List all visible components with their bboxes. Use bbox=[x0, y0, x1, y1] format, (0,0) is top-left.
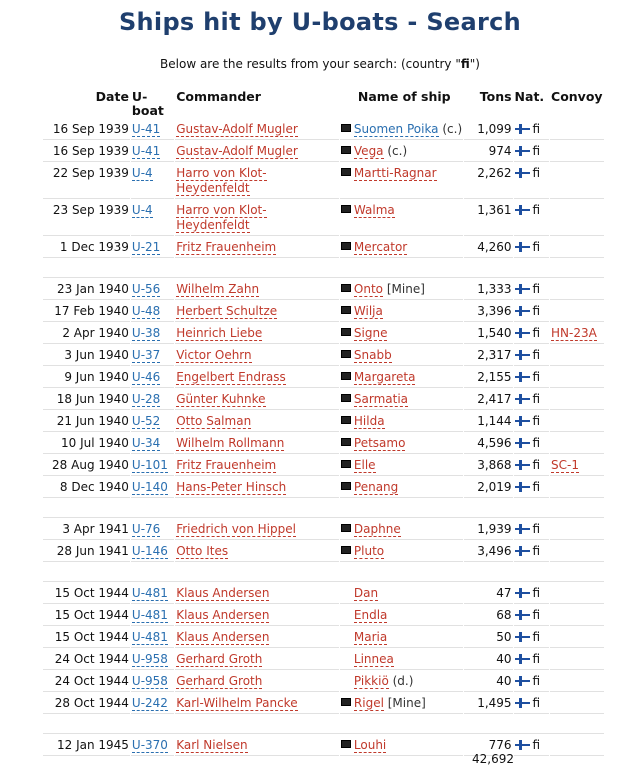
cell-date: 15 Oct 1944 bbox=[43, 605, 130, 626]
ship-link[interactable]: Vega bbox=[353, 144, 384, 158]
nationality-code: fi bbox=[532, 326, 541, 340]
nationality-code: fi bbox=[532, 586, 541, 600]
ship-status-icon bbox=[341, 460, 351, 468]
commander-link[interactable]: Harro von Klot-Heydenfeldt bbox=[176, 166, 267, 195]
commander-link[interactable]: Klaus Andersen bbox=[176, 630, 270, 644]
finland-flag-icon bbox=[515, 676, 530, 686]
ship-status-icon bbox=[341, 438, 351, 446]
cell-tons: 47 bbox=[464, 583, 512, 604]
group-separator bbox=[43, 499, 604, 518]
search-country-value: fi bbox=[460, 57, 470, 71]
table-row bbox=[43, 163, 604, 199]
ship-status-icon bbox=[341, 284, 351, 292]
commander-link[interactable]: Friedrich von Hippel bbox=[176, 522, 296, 536]
header-commander: Commander bbox=[176, 89, 261, 104]
cell-date: 22 Sep 1939 bbox=[43, 163, 130, 199]
ship-status-icon bbox=[341, 524, 351, 532]
ship-link[interactable]: Onto bbox=[353, 282, 384, 296]
nationality-code: fi bbox=[532, 630, 541, 644]
ship-link[interactable]: Linnea bbox=[353, 652, 394, 666]
nationality-code: fi bbox=[532, 436, 541, 450]
cell-tons: 1,939 bbox=[464, 519, 512, 540]
uboat-link[interactable]: U-146 bbox=[131, 544, 168, 558]
cell-tons: 2,262 bbox=[464, 163, 512, 199]
search-summary: Below are the results from your search: (country "fi") bbox=[160, 57, 480, 71]
uboat-link[interactable]: U-38 bbox=[131, 326, 161, 340]
table-header-row bbox=[43, 85, 604, 118]
finland-flag-icon bbox=[515, 482, 530, 492]
header-date: Date bbox=[95, 89, 129, 104]
finland-flag-icon bbox=[515, 654, 530, 664]
ship-link[interactable]: Rigel bbox=[353, 696, 384, 710]
ship-status-icon bbox=[341, 242, 351, 250]
cell-tons: 1,099 bbox=[464, 119, 512, 140]
uboat-link[interactable]: U-140 bbox=[131, 480, 168, 494]
commander-link[interactable]: Klaus Andersen bbox=[176, 586, 270, 600]
uboat-link[interactable]: U-21 bbox=[131, 240, 161, 254]
commander-link[interactable]: Harro von Klot-Heydenfeldt bbox=[176, 203, 267, 232]
uboat-link[interactable]: U-481 bbox=[131, 608, 168, 622]
finland-flag-icon bbox=[515, 632, 530, 642]
table-row bbox=[43, 519, 604, 540]
cell-date: 15 Oct 1944 bbox=[43, 583, 130, 604]
uboat-link[interactable]: U-958 bbox=[131, 652, 168, 666]
commander-link[interactable]: Gustav-Adolf Mugler bbox=[176, 144, 298, 158]
header-tons: Tons bbox=[479, 89, 512, 104]
cell-tons: 1,361 bbox=[464, 200, 512, 236]
table-row bbox=[43, 301, 604, 322]
cell-date: 17 Feb 1940 bbox=[43, 301, 130, 322]
table-row bbox=[43, 119, 604, 140]
ship-status-icon bbox=[341, 416, 351, 424]
nationality-code: fi bbox=[532, 522, 541, 536]
ship-link[interactable]: Mercator bbox=[353, 240, 408, 254]
cell-date: 15 Oct 1944 bbox=[43, 627, 130, 648]
commander-link[interactable]: Fritz Frauenheim bbox=[176, 240, 277, 254]
cell-date: 28 Oct 1944 bbox=[43, 693, 130, 714]
nationality-code: fi bbox=[532, 304, 541, 318]
finland-flag-icon bbox=[515, 416, 530, 426]
nationality-code: fi bbox=[532, 608, 541, 622]
finland-flag-icon bbox=[515, 124, 530, 134]
ship-link[interactable]: Signe bbox=[353, 326, 388, 340]
cell-tons: 776 bbox=[464, 735, 512, 756]
ship-status-icon bbox=[341, 394, 351, 402]
ship-link[interactable]: Sarmatia bbox=[353, 392, 409, 406]
commander-link[interactable]: Otto Salman bbox=[176, 414, 252, 428]
ship-link[interactable]: Martti-Ragnar bbox=[353, 166, 437, 180]
cell-date: 3 Apr 1941 bbox=[43, 519, 130, 540]
ship-link[interactable]: Pikkiö bbox=[353, 674, 389, 688]
finland-flag-icon bbox=[515, 306, 530, 316]
cell-tons: 2,155 bbox=[464, 367, 512, 388]
uboat-link[interactable]: U-481 bbox=[131, 630, 168, 644]
ship-note: (d.) bbox=[392, 674, 414, 688]
ship-link[interactable]: Walma bbox=[353, 203, 395, 217]
nationality-code: fi bbox=[532, 738, 541, 752]
nationality-code: fi bbox=[532, 652, 541, 666]
cell-date: 28 Jun 1941 bbox=[43, 541, 130, 562]
table-row bbox=[43, 345, 604, 366]
table-row bbox=[43, 477, 604, 498]
group-separator bbox=[43, 259, 604, 278]
uboat-link[interactable]: U-958 bbox=[131, 674, 168, 688]
finland-flag-icon bbox=[515, 372, 530, 382]
ship-status-icon bbox=[341, 698, 351, 706]
commander-link[interactable]: Victor Oehrn bbox=[176, 348, 252, 362]
commander-link[interactable]: Günter Kuhnke bbox=[176, 392, 266, 406]
cell-tons: 40 bbox=[464, 671, 512, 692]
table-row bbox=[43, 627, 604, 648]
ship-status-icon bbox=[341, 372, 351, 380]
cell-tons: 1,495 bbox=[464, 693, 512, 714]
table-row bbox=[43, 237, 604, 258]
table-row bbox=[43, 200, 604, 236]
ship-link[interactable]: Pluto bbox=[353, 544, 385, 558]
table-row bbox=[43, 433, 604, 454]
group-separator bbox=[43, 715, 604, 734]
uboat-link[interactable]: U-48 bbox=[131, 304, 161, 318]
ship-status-icon bbox=[341, 350, 351, 358]
commander-link[interactable]: Engelbert Endrass bbox=[176, 370, 286, 384]
commander-link[interactable]: Otto Ites bbox=[176, 544, 229, 558]
table-row bbox=[43, 693, 604, 714]
ship-status-icon bbox=[341, 610, 351, 618]
ship-status-icon bbox=[341, 168, 351, 176]
ship-status-icon bbox=[341, 632, 351, 640]
cell-date: 8 Dec 1940 bbox=[43, 477, 130, 498]
nationality-code: fi bbox=[532, 414, 541, 428]
nationality-code: fi bbox=[532, 122, 541, 136]
uboat-link[interactable]: U-4 bbox=[131, 166, 153, 180]
uboat-link[interactable]: U-41 bbox=[131, 144, 161, 158]
commander-link[interactable]: Gerhard Groth bbox=[176, 674, 263, 688]
ship-status-icon bbox=[341, 588, 351, 596]
commander-link[interactable]: Klaus Andersen bbox=[176, 608, 270, 622]
cell-date: 16 Sep 1939 bbox=[43, 119, 130, 140]
finland-flag-icon bbox=[515, 284, 530, 294]
cell-tons: 974 bbox=[464, 141, 512, 162]
ship-note: [Mine] bbox=[386, 282, 425, 296]
total-tons: 42,692 bbox=[472, 752, 514, 766]
finland-flag-icon bbox=[515, 328, 530, 338]
ship-link[interactable]: Dan bbox=[353, 586, 379, 600]
nationality-code: fi bbox=[532, 458, 541, 472]
table-row bbox=[43, 671, 604, 692]
uboat-link[interactable]: U-56 bbox=[131, 282, 161, 296]
commander-link[interactable]: Karl-Wilhelm Pancke bbox=[176, 696, 298, 710]
cell-tons: 4,260 bbox=[464, 237, 512, 258]
table-row bbox=[43, 583, 604, 604]
ship-link[interactable]: Elle bbox=[353, 458, 376, 472]
cell-tons: 2,417 bbox=[464, 389, 512, 410]
results-body bbox=[43, 119, 604, 756]
uboat-link[interactable]: U-52 bbox=[131, 414, 161, 428]
cell-tons: 3,396 bbox=[464, 301, 512, 322]
cell-tons: 1,333 bbox=[464, 279, 512, 300]
nationality-code: fi bbox=[532, 203, 541, 217]
finland-flag-icon bbox=[515, 242, 530, 252]
table-row bbox=[43, 605, 604, 626]
ship-status-icon bbox=[341, 124, 351, 132]
cell-date: 12 Jan 1945 bbox=[43, 735, 130, 756]
ship-status-icon bbox=[341, 676, 351, 684]
nationality-code: fi bbox=[532, 166, 541, 180]
ship-link[interactable]: Penang bbox=[353, 480, 399, 494]
convoy-link[interactable]: SC-1 bbox=[551, 458, 579, 472]
nationality-code: fi bbox=[532, 696, 541, 710]
nationality-code: fi bbox=[532, 674, 541, 688]
nationality-code: fi bbox=[532, 282, 541, 296]
ship-link[interactable]: Hilda bbox=[353, 414, 385, 428]
uboat-link[interactable]: U-28 bbox=[131, 392, 161, 406]
ship-link[interactable]: Wilja bbox=[353, 304, 383, 318]
finland-flag-icon bbox=[515, 438, 530, 448]
cell-date: 9 Jun 1940 bbox=[43, 367, 130, 388]
nationality-code: fi bbox=[532, 480, 541, 494]
cell-date: 2 Apr 1940 bbox=[43, 323, 130, 344]
cell-date: 1 Dec 1939 bbox=[43, 237, 130, 258]
cell-tons: 1,540 bbox=[464, 323, 512, 344]
cell-tons: 1,144 bbox=[464, 411, 512, 432]
cell-date: 3 Jun 1940 bbox=[43, 345, 130, 366]
results-table bbox=[42, 84, 605, 757]
cell-tons: 40 bbox=[464, 649, 512, 670]
ship-note: (c.) bbox=[387, 144, 408, 158]
nationality-code: fi bbox=[532, 240, 541, 254]
ship-status-icon bbox=[341, 146, 351, 154]
ship-status-icon bbox=[341, 328, 351, 336]
cell-tons: 2,317 bbox=[464, 345, 512, 366]
uboat-link[interactable]: U-4 bbox=[131, 203, 153, 217]
ship-link[interactable]: Maria bbox=[353, 630, 388, 644]
uboat-link[interactable]: U-242 bbox=[131, 696, 168, 710]
finland-flag-icon bbox=[515, 394, 530, 404]
header-nat: Nat. bbox=[514, 89, 545, 104]
ship-status-icon bbox=[341, 482, 351, 490]
uboat-link[interactable]: U-41 bbox=[131, 122, 161, 136]
commander-link[interactable]: Wilhelm Zahn bbox=[176, 282, 260, 296]
page-title: Ships hit by U-boats - Search bbox=[118, 8, 522, 36]
table-row bbox=[43, 389, 604, 410]
commander-link[interactable]: Herbert Schultze bbox=[176, 304, 278, 318]
commander-link[interactable]: Gerhard Groth bbox=[176, 652, 263, 666]
cell-date: 23 Sep 1939 bbox=[43, 200, 130, 236]
cell-date: 23 Jan 1940 bbox=[43, 279, 130, 300]
finland-flag-icon bbox=[515, 546, 530, 556]
finland-flag-icon bbox=[515, 460, 530, 470]
commander-link[interactable]: Gustav-Adolf Mugler bbox=[176, 122, 298, 136]
ship-note: [Mine] bbox=[387, 696, 426, 710]
finland-flag-icon bbox=[515, 698, 530, 708]
cell-tons: 3,496 bbox=[464, 541, 512, 562]
table-row bbox=[43, 367, 604, 388]
header-convoy: Convoy bbox=[551, 89, 603, 104]
cell-date: 21 Jun 1940 bbox=[43, 411, 130, 432]
convoy-link[interactable]: HN-23A bbox=[551, 326, 597, 340]
cell-date: 28 Aug 1940 bbox=[43, 455, 130, 476]
ship-link[interactable]: Margareta bbox=[353, 370, 416, 384]
cell-tons: 68 bbox=[464, 605, 512, 626]
ship-status-icon bbox=[341, 654, 351, 662]
uboat-link[interactable]: U-370 bbox=[131, 738, 168, 752]
ship-link[interactable]: Daphne bbox=[353, 522, 401, 536]
ship-link[interactable]: Snabb bbox=[353, 348, 392, 362]
commander-link[interactable]: Karl Nielsen bbox=[176, 738, 248, 752]
cell-tons: 4,596 bbox=[464, 433, 512, 454]
group-separator bbox=[43, 563, 604, 582]
ship-link[interactable]: Endla bbox=[353, 608, 388, 622]
cell-tons: 50 bbox=[464, 627, 512, 648]
uboat-link[interactable]: U-101 bbox=[131, 458, 168, 472]
table-row bbox=[43, 649, 604, 670]
nationality-code: fi bbox=[532, 392, 541, 406]
nationality-code: fi bbox=[532, 144, 541, 158]
uboat-link[interactable]: U-76 bbox=[131, 522, 161, 536]
cell-tons: 2,019 bbox=[464, 477, 512, 498]
finland-flag-icon bbox=[515, 168, 530, 178]
table-row bbox=[43, 541, 604, 562]
finland-flag-icon bbox=[515, 350, 530, 360]
cell-date: 10 Jul 1940 bbox=[43, 433, 130, 454]
finland-flag-icon bbox=[515, 524, 530, 534]
ship-note: (c.) bbox=[442, 122, 463, 136]
finland-flag-icon bbox=[515, 588, 530, 598]
ship-status-icon bbox=[341, 740, 351, 748]
table-row bbox=[43, 455, 604, 476]
nationality-code: fi bbox=[532, 544, 541, 558]
table-row bbox=[43, 735, 604, 756]
cell-date: 18 Jun 1940 bbox=[43, 389, 130, 410]
uboat-link[interactable]: U-34 bbox=[131, 436, 161, 450]
cell-tons: 3,868 bbox=[464, 455, 512, 476]
commander-link[interactable]: Hans-Peter Hinsch bbox=[176, 480, 287, 494]
ship-status-icon bbox=[341, 306, 351, 314]
uboat-link[interactable]: U-46 bbox=[131, 370, 161, 384]
table-row bbox=[43, 279, 604, 300]
cell-date: 16 Sep 1939 bbox=[43, 141, 130, 162]
finland-flag-icon bbox=[515, 146, 530, 156]
commander-link[interactable]: Wilhelm Rollmann bbox=[176, 436, 285, 450]
table-row bbox=[43, 323, 604, 344]
table-row bbox=[43, 141, 604, 162]
ship-link[interactable]: Suomen Poika bbox=[353, 122, 439, 136]
uboat-link[interactable]: U-481 bbox=[131, 586, 168, 600]
ship-link[interactable]: Louhi bbox=[353, 738, 387, 752]
finland-flag-icon bbox=[515, 610, 530, 620]
finland-flag-icon bbox=[515, 205, 530, 215]
cell-date: 24 Oct 1944 bbox=[43, 671, 130, 692]
finland-flag-icon bbox=[515, 740, 530, 750]
commander-link[interactable]: Fritz Frauenheim bbox=[176, 458, 277, 472]
header-uboat: U- boat bbox=[131, 89, 164, 118]
table-row bbox=[43, 411, 604, 432]
header-ship: Name of ship bbox=[357, 89, 451, 104]
ship-link[interactable]: Petsamo bbox=[353, 436, 406, 450]
ship-status-icon bbox=[341, 205, 351, 213]
cell-date: 24 Oct 1944 bbox=[43, 649, 130, 670]
commander-link[interactable]: Heinrich Liebe bbox=[176, 326, 263, 340]
uboat-link[interactable]: U-37 bbox=[131, 348, 161, 362]
nationality-code: fi bbox=[532, 370, 541, 384]
nationality-code: fi bbox=[532, 348, 541, 362]
ship-status-icon bbox=[341, 546, 351, 554]
